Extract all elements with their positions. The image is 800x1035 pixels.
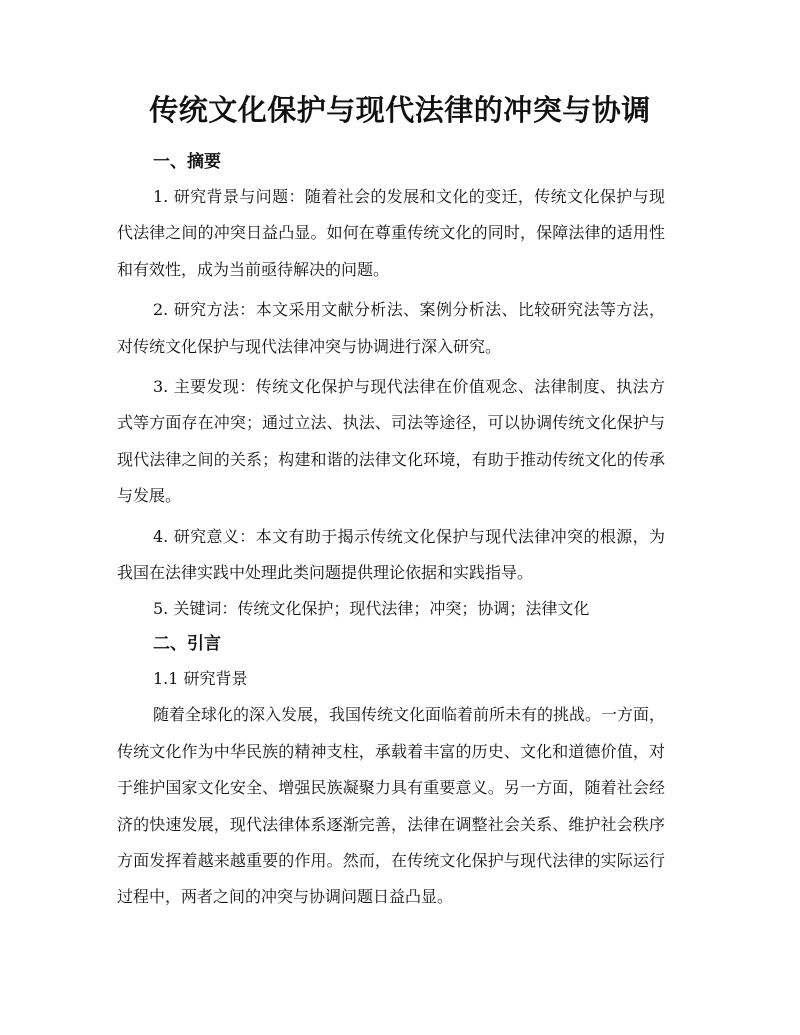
abstract-paragraph-significance: 4. 研究意义：本文有助于揭示传统文化保护与现代法律冲突的根源，为我国在法律实践中处理此类问题提供理论依据和实践指导。 bbox=[117, 526, 665, 583]
introduction-paragraph: 随着全球化的深入发展，我国传统文化面临着前所未有的挑战。一方面，传统文化作为中华民族的精神支柱，承载着丰富的历史、文化和道德价值，对于维护国家文化安全、增强民族凝聚力具有重要意义。另一方面，随着社会经济的快速发展，现代法律体系逐渐完善，法律在调整社会关系、维护社会秩序方面发挥着越来越重要的作用。然而，在传统文化保护与现代法律的实际运行过程中，两者之间的冲突与协调问题日益凸显。 bbox=[117, 705, 666, 907]
abstract-paragraph-methods: 2. 研究方法：本文采用文献分析法、案例分析法、比较研究法等方法，对传统文化保护与现代法律冲突与协调进行深入研究。 bbox=[117, 300, 665, 356]
section-heading-introduction: 二、引言 bbox=[153, 633, 221, 654]
section-heading-abstract: 一、摘要 bbox=[153, 152, 221, 172]
subsection-heading-background: 1.1 研究背景 bbox=[153, 668, 248, 688]
abstract-paragraph-background: 1. 研究背景与问题：随着社会的发展和文化的变迁，传统文化保护与现代法律之间的冲突日益凸显。如何在尊重传统文化的同时，保障法律的适用性和有效性，成为当前亟待解决的问题。 bbox=[117, 187, 665, 279]
document-title: 传统文化保护与现代法律的冲突与协调 bbox=[149, 93, 651, 127]
document-body bbox=[117, 146, 665, 916]
abstract-paragraph-keywords: 5. 关键词：传统文化保护；现代法律；冲突；协调；法律文化 bbox=[153, 599, 590, 619]
abstract-paragraph-findings: 3. 主要发现：传统文化保护与现代法律在价值观念、法律制度、执法方式等方面存在冲突；通过立法、执法、司法等途径，可以协调传统文化保护与现代法律之间的关系；构建和谐的法律文化环境，有助于推动传统文化的传承与发展。 bbox=[117, 377, 665, 506]
